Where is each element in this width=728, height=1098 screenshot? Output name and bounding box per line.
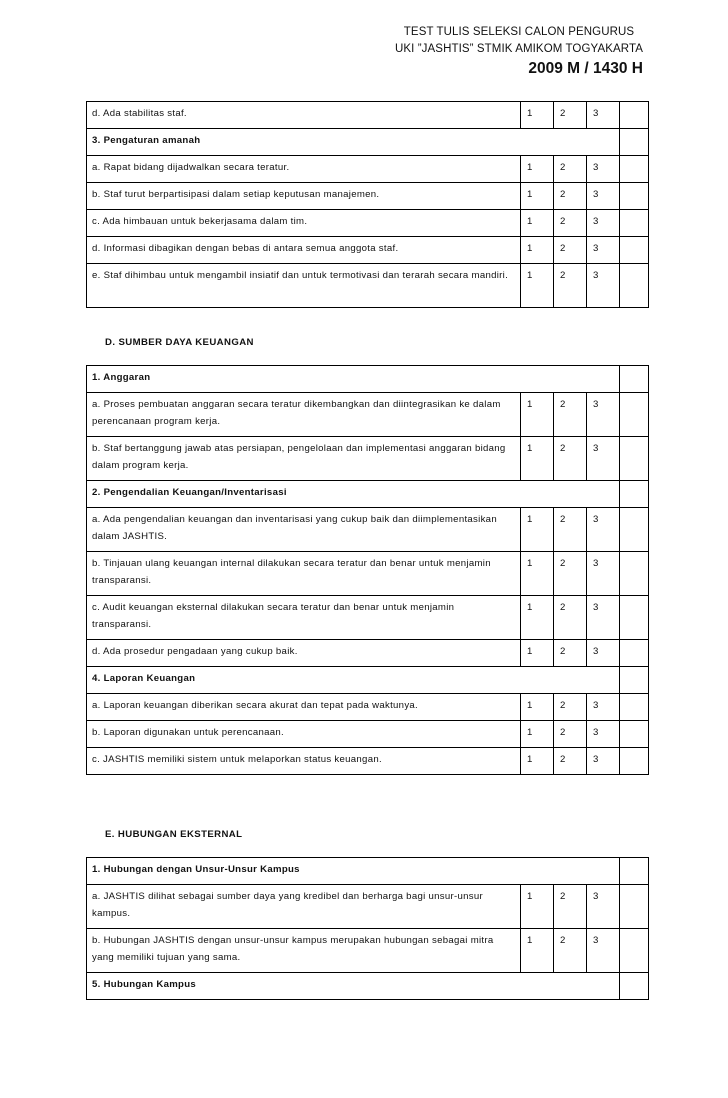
table-sumber-daya-keuangan: [86, 365, 649, 775]
rating-option-1[interactable]: 1: [521, 885, 554, 929]
header-organization: UKI ”JASHTIS” STMIK AMIKOM TOGYAKARTA: [394, 43, 643, 55]
blank-cell: [620, 858, 649, 885]
rating-option-1[interactable]: 1: [521, 183, 554, 210]
rating-option-2[interactable]: 2: [554, 102, 587, 129]
answer-cell[interactable]: [620, 748, 649, 775]
table-row: [87, 264, 649, 308]
document-header: [395, 24, 643, 80]
table-row: [87, 885, 649, 929]
rating-option-1[interactable]: 1: [521, 237, 554, 264]
rating-option-1[interactable]: 1: [521, 393, 554, 437]
item-statement: a. Rapat bidang dijadwalkan secara teratur.: [87, 156, 521, 183]
blank-cell: [620, 973, 649, 1000]
section-title-sumber-daya-keuangan: D. SUMBER DAYA KEUANGAN: [105, 337, 254, 348]
header-title: TEST TULIS SELEKSI CALON PENGURUS: [403, 26, 635, 38]
rating-option-3[interactable]: 3: [587, 393, 620, 437]
item-statement: a. JASHTIS dilihat sebagai sumber daya yang kredibel dan berharga bagi unsur-unsur kampus.: [87, 885, 521, 929]
rating-option-1[interactable]: 1: [521, 210, 554, 237]
answer-cell[interactable]: [620, 640, 649, 667]
rating-option-2[interactable]: 2: [554, 748, 587, 775]
item-statement: e. Staf dihimbau untuk mengambil insiatif dan untuk termotivasi dan terarah secara mandiri.: [87, 264, 521, 308]
rating-option-1[interactable]: 1: [521, 437, 554, 481]
answer-cell[interactable]: [620, 552, 649, 596]
section-row: [87, 858, 649, 885]
item-statement: d. Ada stabilitas staf.: [87, 102, 521, 129]
rating-option-3[interactable]: 3: [587, 640, 620, 667]
rating-option-2[interactable]: 2: [554, 508, 587, 552]
item-statement: b. Hubungan JASHTIS dengan unsur-unsur kampus merupakan hubungan sebagai mitra yang memiliki tujuan yang sama.: [87, 929, 521, 973]
rating-option-1[interactable]: 1: [521, 596, 554, 640]
section-row: [87, 667, 649, 694]
item-statement: c. Ada himbauan untuk bekerjasama dalam tim.: [87, 210, 521, 237]
rating-option-2[interactable]: 2: [554, 552, 587, 596]
blank-cell: [620, 366, 649, 393]
table-row: [87, 552, 649, 596]
section-row: [87, 973, 649, 1000]
header-year: 2009 M / 1430 H: [528, 60, 643, 77]
rating-option-1[interactable]: 1: [521, 102, 554, 129]
blank-cell: [620, 481, 649, 508]
rating-option-3[interactable]: 3: [587, 929, 620, 973]
table-row: [87, 721, 649, 748]
rating-option-2[interactable]: 2: [554, 156, 587, 183]
rating-option-3[interactable]: 3: [587, 694, 620, 721]
rating-option-3[interactable]: 3: [587, 237, 620, 264]
rating-option-1[interactable]: 1: [521, 748, 554, 775]
table-row: [87, 929, 649, 973]
item-statement: d. Informasi dibagikan dengan bebas di antara semua anggota staf.: [87, 237, 521, 264]
answer-cell[interactable]: [620, 393, 649, 437]
rating-option-1[interactable]: 1: [521, 929, 554, 973]
answer-cell[interactable]: [620, 508, 649, 552]
section-title-hubungan-eksternal: E. HUBUNGAN EKSTERNAL: [105, 829, 243, 840]
section-heading: 5. Hubungan Kampus: [87, 973, 620, 1000]
rating-option-1[interactable]: 1: [521, 640, 554, 667]
section-heading: 1. Anggaran: [87, 366, 620, 393]
table-row: [87, 183, 649, 210]
rating-option-2[interactable]: 2: [554, 210, 587, 237]
rating-option-2[interactable]: 2: [554, 929, 587, 973]
blank-cell: [620, 667, 649, 694]
table-row: [87, 102, 649, 129]
item-statement: a. Laporan keuangan diberikan secara akurat dan tepat pada waktunya.: [87, 694, 521, 721]
rating-option-3[interactable]: 3: [587, 210, 620, 237]
answer-cell[interactable]: [620, 183, 649, 210]
answer-cell[interactable]: [620, 437, 649, 481]
rating-option-1[interactable]: 1: [521, 721, 554, 748]
rating-option-1[interactable]: 1: [521, 552, 554, 596]
answer-cell[interactable]: [620, 721, 649, 748]
item-statement: b. Laporan digunakan untuk perencanaan.: [87, 721, 521, 748]
section-row: [87, 129, 649, 156]
answer-cell[interactable]: [620, 237, 649, 264]
section-row: [87, 481, 649, 508]
rating-option-2[interactable]: 2: [554, 640, 587, 667]
item-statement: a. Ada pengendalian keuangan dan inventarisasi yang cukup baik dan diimplementasikan dalam JASHTIS.: [87, 508, 521, 552]
item-statement: c. JASHTIS memiliki sistem untuk melaporkan status keuangan.: [87, 748, 521, 775]
section-heading: 3. Pengaturan amanah: [87, 129, 620, 156]
rating-option-2[interactable]: 2: [554, 694, 587, 721]
rating-option-2[interactable]: 2: [554, 437, 587, 481]
answer-cell[interactable]: [620, 156, 649, 183]
rating-option-1[interactable]: 1: [521, 508, 554, 552]
answer-cell[interactable]: [620, 102, 649, 129]
rating-option-3[interactable]: 3: [587, 748, 620, 775]
item-statement: b. Tinjauan ulang keuangan internal dilakukan secara teratur dan benar untuk menjamin transparansi.: [87, 552, 521, 596]
table-row: [87, 210, 649, 237]
rating-option-3[interactable]: 3: [587, 183, 620, 210]
rating-option-2[interactable]: 2: [554, 264, 587, 308]
rating-option-2[interactable]: 2: [554, 721, 587, 748]
answer-cell[interactable]: [620, 929, 649, 973]
table-row: [87, 508, 649, 552]
rating-option-3[interactable]: 3: [587, 885, 620, 929]
table-row: [87, 694, 649, 721]
item-statement: a. Proses pembuatan anggaran secara teratur dikembangkan dan diintegrasikan ke dalam perencanaan program kerja.: [87, 393, 521, 437]
answer-cell[interactable]: [620, 694, 649, 721]
table-row: [87, 156, 649, 183]
rating-option-2[interactable]: 2: [554, 183, 587, 210]
table-row: [87, 393, 649, 437]
table-hubungan-eksternal: [86, 857, 649, 1000]
table-row: [87, 640, 649, 667]
rating-option-3[interactable]: 3: [587, 508, 620, 552]
rating-option-1[interactable]: 1: [521, 156, 554, 183]
item-statement: c. Audit keuangan eksternal dilakukan secara teratur dan benar untuk menjamin transparansi.: [87, 596, 521, 640]
rating-option-3[interactable]: 3: [587, 264, 620, 308]
section-heading: 1. Hubungan dengan Unsur-Unsur Kampus: [87, 858, 620, 885]
blank-cell: [620, 129, 649, 156]
section-row: [87, 366, 649, 393]
rating-option-3[interactable]: 3: [587, 437, 620, 481]
rating-option-3[interactable]: 3: [587, 721, 620, 748]
rating-option-3[interactable]: 3: [587, 102, 620, 129]
table-row: [87, 596, 649, 640]
rating-option-1[interactable]: 1: [521, 694, 554, 721]
item-statement: b. Staf turut berpartisipasi dalam setiap keputusan manajemen.: [87, 183, 521, 210]
rating-option-1[interactable]: 1: [521, 264, 554, 308]
rating-option-2[interactable]: 2: [554, 237, 587, 264]
answer-cell[interactable]: [620, 596, 649, 640]
answer-cell[interactable]: [620, 210, 649, 237]
rating-option-3[interactable]: 3: [587, 156, 620, 183]
section-heading: 2. Pengendalian Keuangan/Inventarisasi: [87, 481, 620, 508]
rating-option-2[interactable]: 2: [554, 885, 587, 929]
table-row: [87, 748, 649, 775]
answer-cell[interactable]: [620, 264, 649, 308]
table-row: [87, 437, 649, 481]
table-row: [87, 237, 649, 264]
table-pengaturan-amanah: [86, 101, 649, 308]
item-statement: b. Staf bertanggung jawab atas persiapan, pengelolaan dan implementasi anggaran bidang dalam program kerja.: [87, 437, 521, 481]
section-heading: 4. Laporan Keuangan: [87, 667, 620, 694]
rating-option-2[interactable]: 2: [554, 393, 587, 437]
answer-cell[interactable]: [620, 885, 649, 929]
item-statement: d. Ada prosedur pengadaan yang cukup baik.: [87, 640, 521, 667]
rating-option-3[interactable]: 3: [587, 596, 620, 640]
rating-option-2[interactable]: 2: [554, 596, 587, 640]
rating-option-3[interactable]: 3: [587, 552, 620, 596]
